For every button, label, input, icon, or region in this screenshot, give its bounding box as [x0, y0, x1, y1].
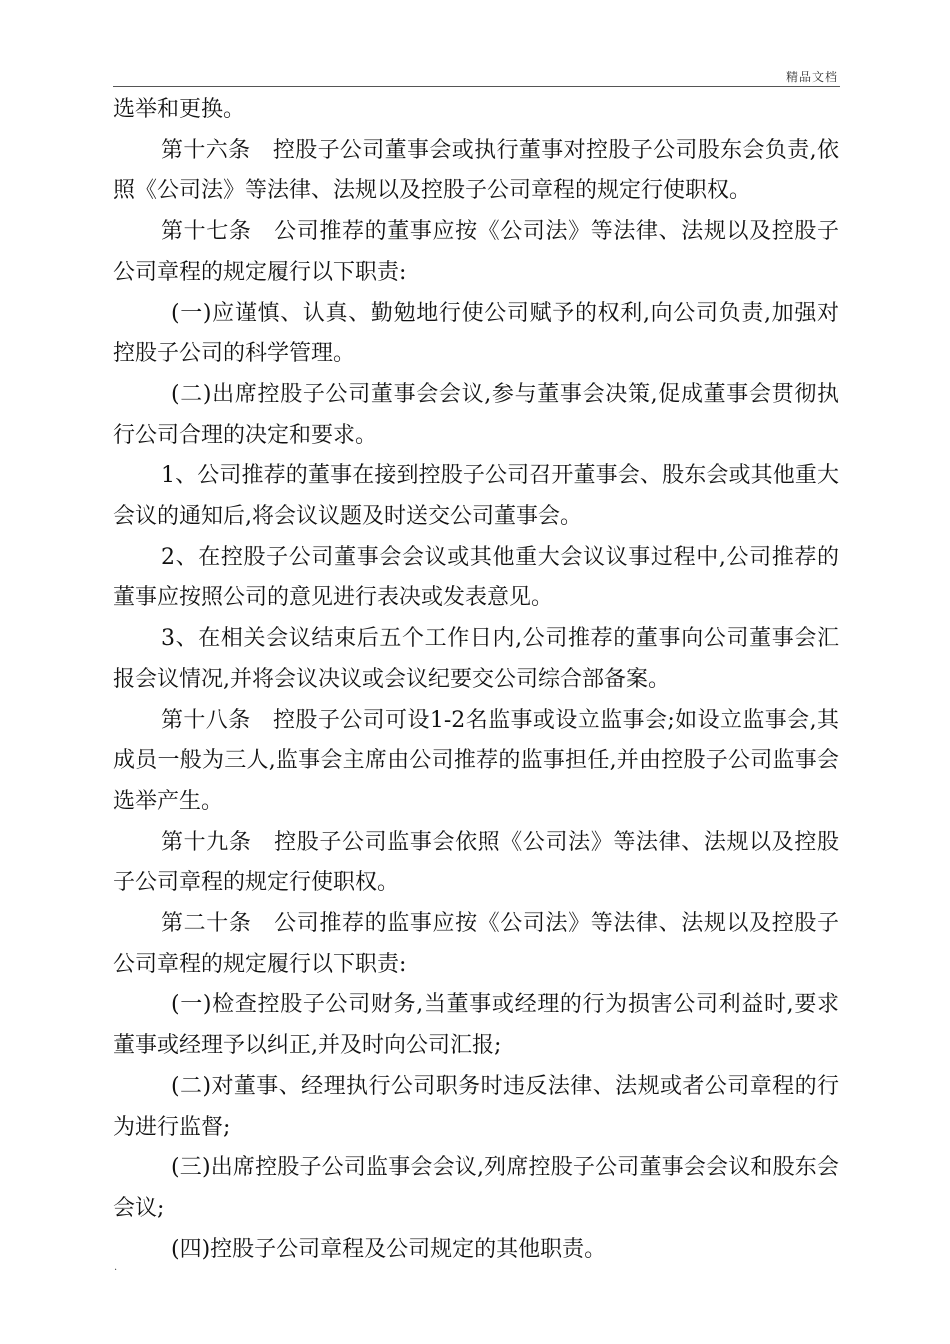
paragraph: (一)应谨慎、认真、勤勉地行使公司赋予的权利,向公司负责,加强对控股子公司的科学管理。 [113, 300, 839, 367]
document-body [113, 90, 839, 1270]
footer-mark: . [114, 1262, 118, 1273]
paragraph: 第十七条 公司推荐的董事应按《公司法》等法律、法规以及控股子公司章程的规定履行以下职责: [113, 219, 839, 285]
paragraph: 第十九条 控股子公司监事会依照《公司法》等法律、法规以及控股子公司章程的规定行使职权。 [113, 829, 839, 896]
paragraph: (二)对董事、经理执行公司职务时违反法律、法规或者公司章程的行为进行监督; [113, 1073, 839, 1140]
paragraph: 2、在控股子公司董事会会议或其他重大会议议事过程中,公司推荐的董事应按照公司的意见进行表决或发表意见。 [113, 544, 839, 611]
page-header [113, 64, 840, 87]
paragraph: 选举和更换。 [113, 97, 246, 122]
paragraph: 1、公司推荐的董事在接到控股子公司召开董事会、股东会或其他重大会议的通知后,将会议议题及时送交公司董事会。 [113, 463, 839, 530]
paragraph: 3、在相关会议结束后五个工作日内,公司推荐的董事向公司董事会汇报会议情况,并将会议决议或会议纪要交公司综合部备案。 [113, 626, 839, 692]
paragraph: (三)出席控股子公司监事会会议,列席控股子公司董事会会议和股东会会议; [113, 1155, 839, 1221]
header-label: 精品文档 [785, 70, 838, 84]
paragraph: (一)检查控股子公司财务,当董事或经理的行为损害公司利益时,要求董事或经理予以纠正,并及时向公司汇报; [113, 992, 839, 1059]
paragraph: 第十六条 控股子公司董事会或执行董事对控股子公司股东会负责,依照《公司法》等法律、法规以及控股子公司章程的规定行使职权。 [113, 137, 839, 204]
paragraph: 第二十条 公司推荐的监事应按《公司法》等法律、法规以及控股子公司章程的规定履行以下职责: [113, 911, 839, 977]
paragraph: 第十八条 控股子公司可设1-2名监事或设立监事会;如设立监事会,其成员一般为三人,监事会主席由公司推荐的监事担任,并由控股子公司监事会选举产生。 [113, 707, 839, 814]
paragraph: (二)出席控股子公司董事会会议,参与董事会决策,促成董事会贯彻执行公司合理的决定和要求。 [113, 381, 839, 448]
paragraph: (四)控股子公司章程及公司规定的其他职责。 [171, 1236, 607, 1262]
